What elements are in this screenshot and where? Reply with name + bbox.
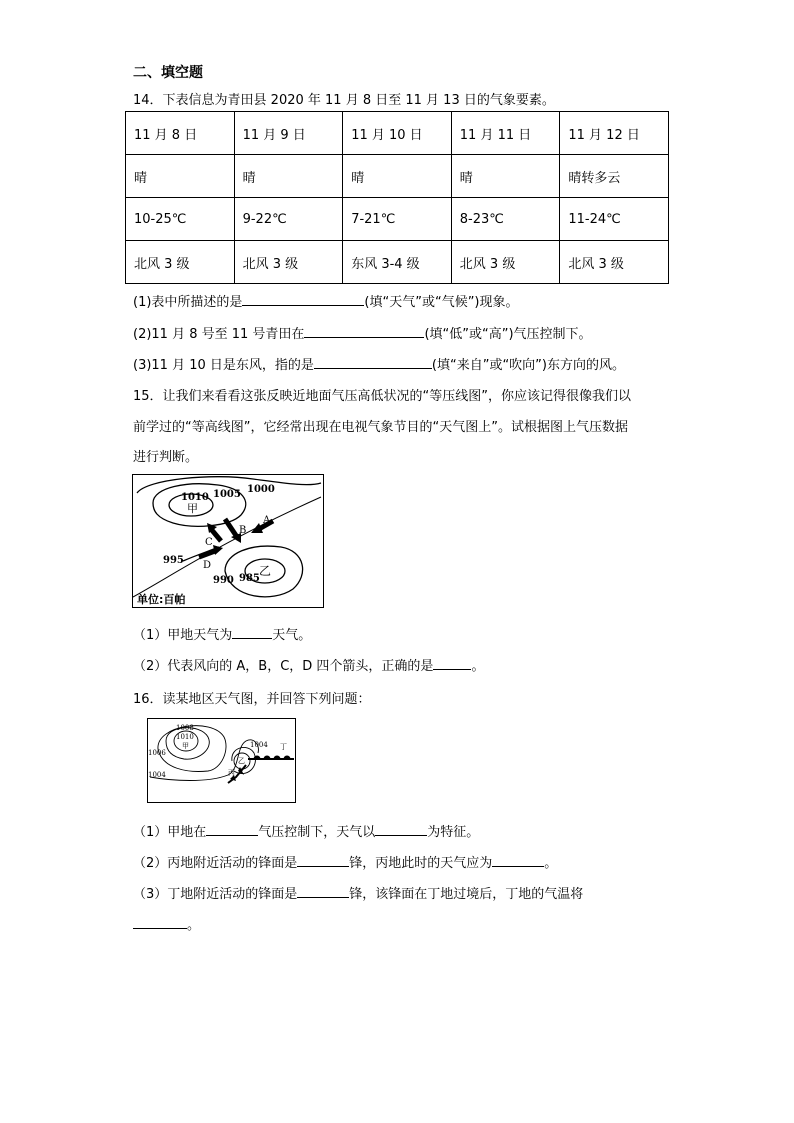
label-yi: 乙 <box>259 564 272 578</box>
q16-sub2-c: 。 <box>544 856 558 871</box>
answer-blank[interactable] <box>297 866 349 867</box>
q15-sub2 <box>133 655 484 674</box>
q14-sub2-suffix: (填“低”或“高”)气压控制下。 <box>424 327 592 342</box>
label-1004-right: 1004 <box>250 741 268 749</box>
label-1004-left: 1004 <box>148 771 166 779</box>
q15-sub1-prefix: （1）甲地天气为 <box>133 628 233 643</box>
q16-sub3-b: 锋，该锋面在丁地过境后，丁地的气温将 <box>349 887 584 902</box>
q14-sub2-prefix: (2)11 月 8 号至 11 号青田在 <box>133 327 305 342</box>
table-cell: 11 月 12 日 <box>560 112 669 155</box>
label-d: D <box>203 560 212 571</box>
unit-label: 单位:百帕 <box>137 593 186 606</box>
answer-blank[interactable] <box>314 368 432 369</box>
label-c: C <box>205 537 213 548</box>
label-a: A <box>263 515 271 526</box>
q16-sub2 <box>133 852 557 871</box>
answer-blank[interactable] <box>242 305 364 306</box>
q14-intro: 14．下表信息为青田县 2020 年 11 月 8 日至 11 月 13 日的气象要素。 <box>133 93 555 108</box>
q15-sub1 <box>133 624 311 643</box>
table-cell: 晴 <box>126 155 235 198</box>
label-1006: 1006 <box>148 749 166 757</box>
label-b: B <box>239 525 247 536</box>
table-cell: 晴 <box>234 155 343 198</box>
table-cell: 晴 <box>451 155 560 198</box>
table-cell: 晴转多云 <box>560 155 669 198</box>
label-1010: 1010 <box>176 733 194 741</box>
table-cell: 7-21℃ <box>343 198 452 241</box>
q16-sub3-a: （3）丁地附近活动的锋面是 <box>133 887 298 902</box>
label-1005: 1005 <box>213 489 241 500</box>
table-cell: 北风 3 级 <box>126 241 235 284</box>
table-cell: 晴 <box>343 155 452 198</box>
table-cell: 10-25℃ <box>126 198 235 241</box>
table-row <box>126 241 669 284</box>
table-cell: 东风 3-4 级 <box>343 241 452 284</box>
weather-table <box>125 111 669 284</box>
answer-blank[interactable] <box>297 897 349 898</box>
label-yi: 乙 <box>238 757 245 765</box>
table-row <box>126 112 669 155</box>
q14-sub3-suffix: (填“来自”或“吹向”)东方向的风。 <box>431 358 625 373</box>
q16-sub1-b: 气压控制下，天气以 <box>258 825 376 840</box>
q16-sub1 <box>133 821 479 840</box>
q14-sub3-prefix: (3)11 月 10 日是东风，指的是 <box>133 358 314 373</box>
q16-sub3-c: 。 <box>187 918 201 933</box>
q16-sub1-c: 为特征。 <box>427 825 480 840</box>
answer-blank[interactable] <box>133 928 187 929</box>
label-ding: 丁 <box>280 743 287 751</box>
table-cell: 11 月 10 日 <box>343 112 452 155</box>
answer-blank[interactable] <box>232 638 272 639</box>
label-990: 990 <box>213 575 234 586</box>
q15-sub2-suffix: 。 <box>471 659 485 674</box>
label-bing: 丙 <box>228 769 235 777</box>
table-cell: 11 月 9 日 <box>234 112 343 155</box>
isobar-map-q15 <box>132 474 324 608</box>
label-995: 995 <box>163 555 184 566</box>
q14-sub1-prefix: (1)表中所描述的是 <box>133 295 243 310</box>
q15-line2: 前学过的“等高线图”，它经常出现在电视气象节目的“天气图上”。试根据图上气压数据 <box>133 420 628 435</box>
table-cell: 9-22℃ <box>234 198 343 241</box>
label-jia: 甲 <box>187 502 198 515</box>
answer-blank[interactable] <box>304 337 424 338</box>
isobar-map-graphic <box>133 475 323 607</box>
answer-blank[interactable] <box>492 866 544 867</box>
q14-sub1-suffix: (填“天气”或“气候”)现象。 <box>364 295 519 310</box>
q14-sub2 <box>133 323 592 342</box>
weather-map-q16 <box>147 718 296 803</box>
q15-line3: 进行判断。 <box>133 450 199 465</box>
table-row <box>126 155 669 198</box>
q16-sub1-a: （1）甲地在 <box>133 825 207 840</box>
label-jia: 甲 <box>182 742 189 750</box>
q15-sub1-suffix: 天气。 <box>272 628 312 643</box>
q15-sub2-prefix: （2）代表风向的 A，B，C，D 四个箭头，正确的是 <box>133 659 434 674</box>
table-cell: 北风 3 级 <box>234 241 343 284</box>
table-cell: 北风 3 级 <box>451 241 560 284</box>
q15-line1: 15．让我们来看看这张反映近地面气压高低状况的“等压线图”，你应该记得很像我们以 <box>133 389 632 404</box>
table-cell: 11 月 11 日 <box>451 112 560 155</box>
q16-sub2-a: （2）丙地附近活动的锋面是 <box>133 856 298 871</box>
q16-sub3-cont <box>133 914 200 933</box>
answer-blank[interactable] <box>206 835 258 836</box>
q16-intro: 16．读某地区天气图，并回答下列问题： <box>133 692 371 707</box>
label-1010: 1010 <box>181 492 209 503</box>
table-cell: 11 月 8 日 <box>126 112 235 155</box>
table-row <box>126 198 669 241</box>
answer-blank[interactable] <box>433 669 471 670</box>
answer-blank[interactable] <box>375 835 427 836</box>
table-cell: 11-24℃ <box>560 198 669 241</box>
q14-sub3 <box>133 354 625 373</box>
label-985: 985 <box>239 573 260 584</box>
weather-map-graphic <box>148 719 295 802</box>
table-cell: 北风 3 级 <box>560 241 669 284</box>
q16-sub3 <box>133 883 583 902</box>
section-title: 二、填空题 <box>133 65 203 81</box>
label-1008: 1008 <box>176 724 194 732</box>
q16-sub2-b: 锋，丙地此时的天气应为 <box>349 856 493 871</box>
q14-sub1 <box>133 291 519 310</box>
table-cell: 8-23℃ <box>451 198 560 241</box>
label-1000: 1000 <box>247 484 275 495</box>
